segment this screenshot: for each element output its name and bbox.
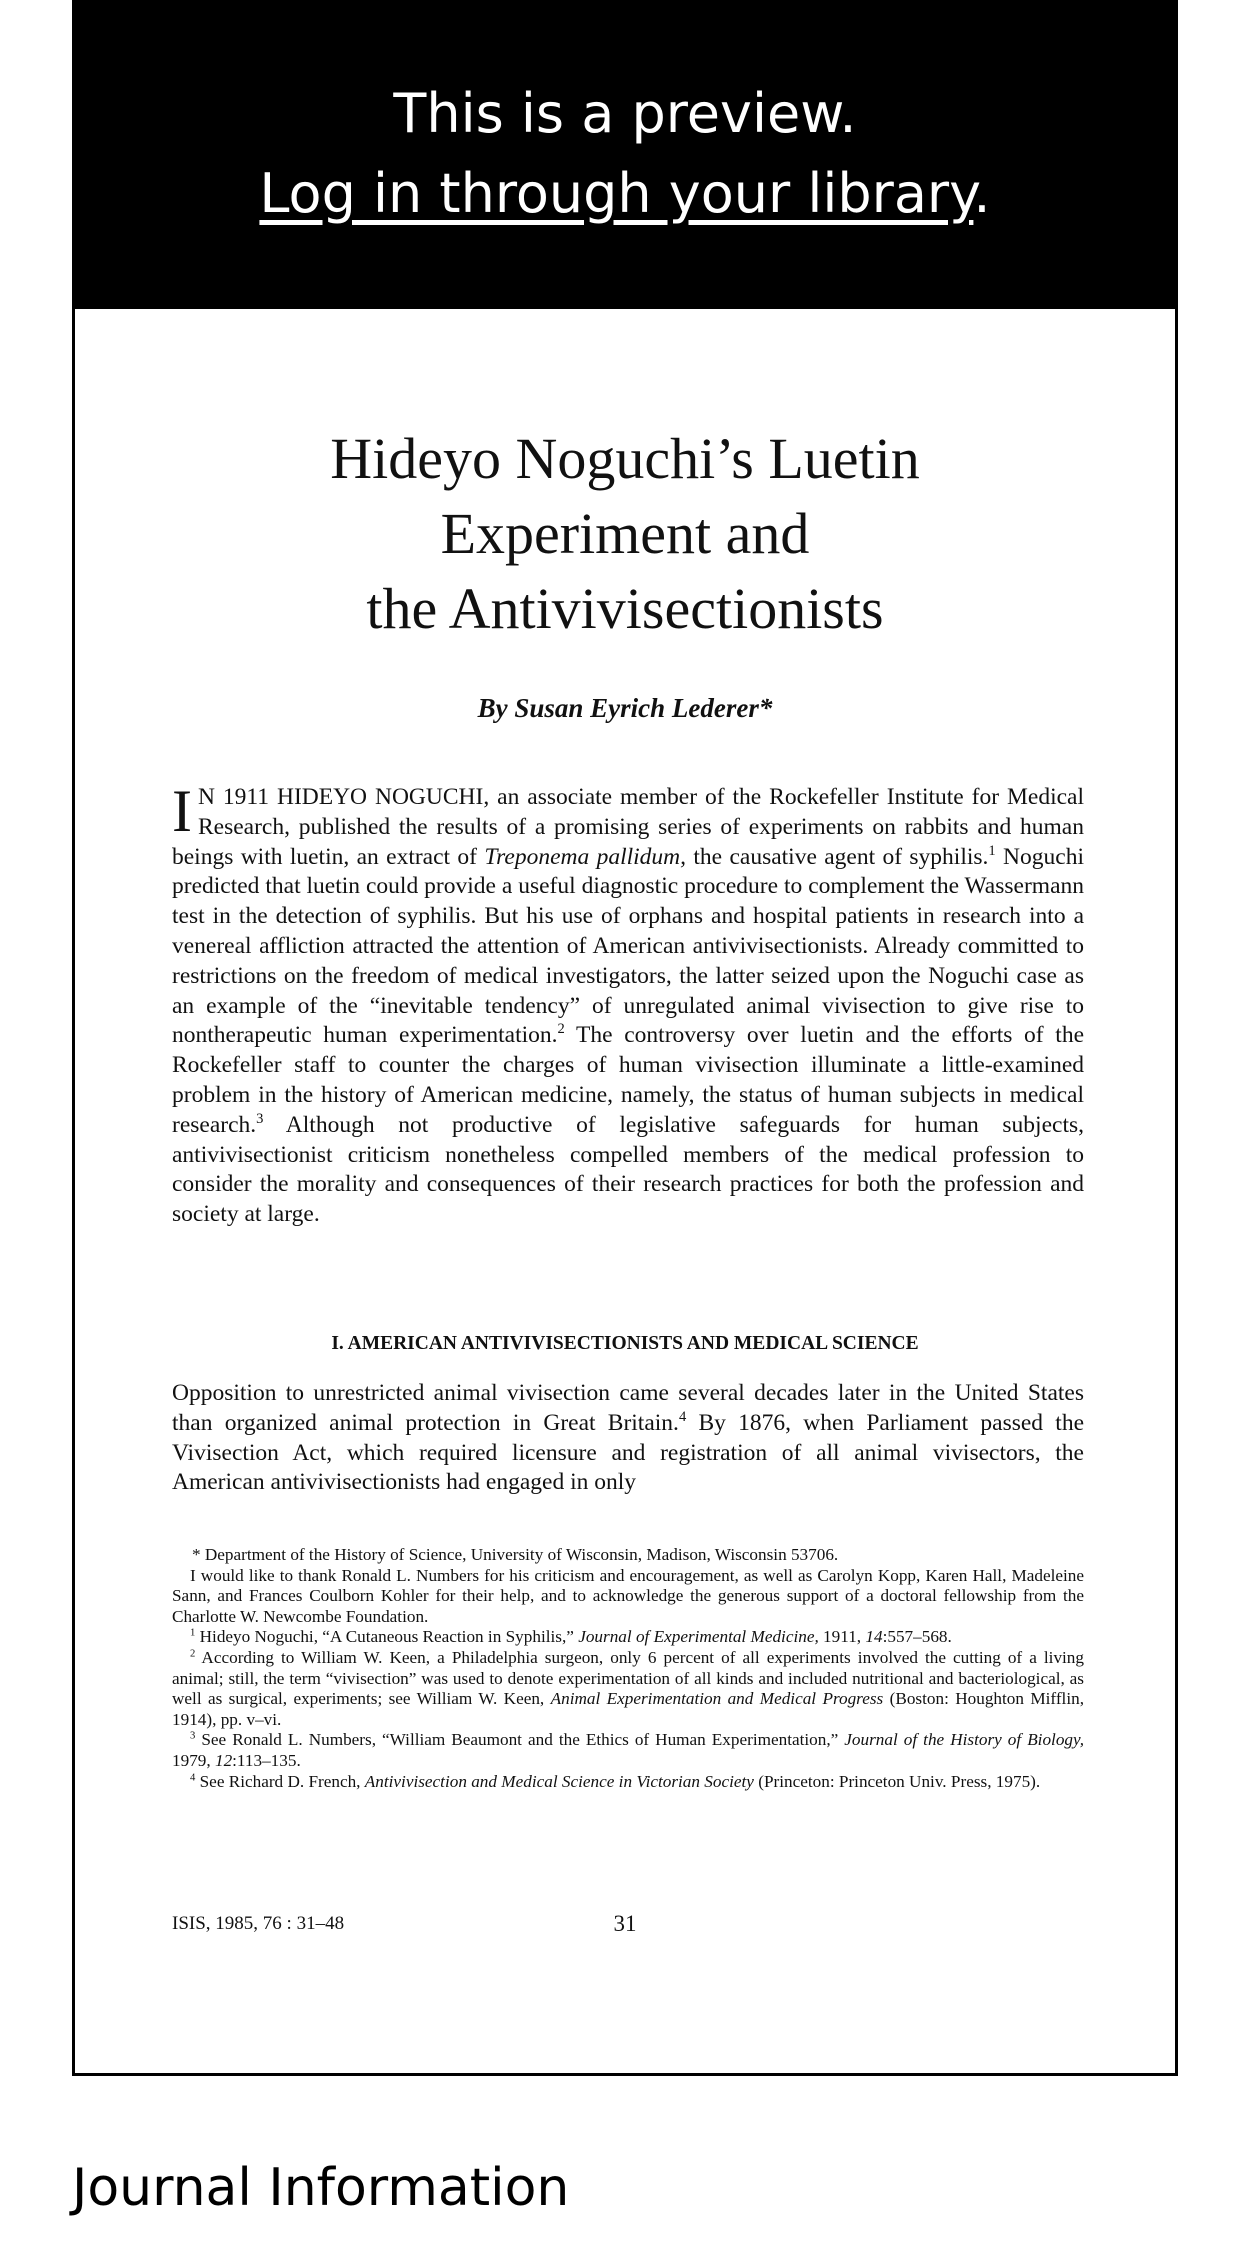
section-text-a: Opposition to unrestricted animal vivisection came several decades later in the United States than organized animal protection in Great Britain. [172,1380,1084,1436]
section-heading: I. AMERICAN ANTIVIVISECTIONISTS AND MEDICAL SCIENCE [331,1333,919,1354]
footnote-acknowledgment: I would like to thank Ronald L. Numbers for his criticism and encouragement, as well as Carolyn Kopp, Karen Hall, Madeleine Sann, and Frances Coulborn Kohler for their help, and to acknowledge the generous support of a doctoral fellowship from the Charlotte W. Newcombe Foundation. [172,1565,1084,1626]
intro-species-name: Treponema pallidum, [484,843,687,870]
article-byline: By Susan Eyrich Lederer* [477,693,773,723]
footnote-3-number: 3 [190,1730,196,1742]
footnotes [172,1545,1084,1792]
intro-text-d: The controversy over luetin and the efforts of the Rockefeller staff to counter the charges of human vivisection illuminate a little-examined problem in the history of American medicine, namely, the status of human subjects in medical research. [172,1022,1084,1138]
footnote-1-year: 1911, [818,1627,866,1647]
intro-text-c: Noguchi predicted that luetin could provide a useful diagnostic procedure to complement the Wassermann test in the detection of syphilis. But his use of orphans and hospital patients in research into a venereal affliction attracted the attention of American antivivisectionists. Already committed to restrictions on the freedom of medical investigators, the latter seized upon the Noguchi case as an example of the “inevitable tendency” of unregulated animal vivisection to give rise to nontherapeutic human experimentation. [172,843,1084,1049]
article-preview-page [72,0,1178,2076]
footnote-4-number: 4 [190,1771,196,1783]
login-prompt [75,159,1175,229]
intro-text-e: Although not productive of legislative safeguards for human subjects, antivivisectionist criticism nonetheless compelled members of the medical profession to consider the morality and consequences of their research practices for both the profession and society at large. [172,1111,1084,1228]
footnote-1-volume: 14 [865,1627,883,1647]
preview-notice: This is a preview. [393,82,857,145]
page-number: 31 [613,1911,637,1936]
article-title [75,421,1175,646]
footnote-3-journal: Journal of the History of Biology, [844,1730,1084,1750]
footnote-1-text: Hideyo Noguchi, “A Cutaneous Reaction in Syphilis,” [195,1627,579,1647]
journal-citation: ISIS, 1985, 76 : 31–48 [172,1913,345,1934]
footnote-ref-1: 1 [988,842,996,859]
preview-banner [75,3,1175,309]
drop-cap: I [172,778,192,844]
article-first-page [75,309,1175,2073]
footnote-3-pages: :113–135. [232,1750,301,1770]
footnote-4-book: Antivivisection and Medical Science in Victorian Society [364,1771,754,1791]
footnote-2-publisher: (Boston: Houghton Mifflin, 1914), pp. v–vi. [172,1689,1084,1729]
intro-paragraph [172,778,1084,1230]
journal-information-heading[interactable]: Journal Information [72,2158,570,2218]
footnote-2 [172,1648,1084,1730]
title-line-3: the Antivivisectionists [366,576,884,641]
footnote-3 [172,1730,1084,1771]
login-through-library-link[interactable]: Log in through your library [259,162,974,225]
footnote-4-publisher: (Princeton: Princeton Univ. Press, 1975). [753,1771,1041,1791]
footnote-4-text: See Richard D. French, [195,1771,365,1791]
footnote-1-journal: Journal of Experimental Medicine, [578,1627,819,1647]
footnote-2-number: 2 [190,1648,196,1660]
footnote-ref-4: 4 [678,1408,687,1425]
section-text-b: By 1876, when Parliament passed the Vivisection Act, which required licensure and registration of all animal vivisectors, the American antivivisectionists had engaged in only [172,1409,1084,1496]
footnote-ref-3: 3 [256,1110,264,1127]
footnote-2-text: According to William W. Keen, a Philadelphia surgeon, only 6 percent of all experiments involved the cutting of a living animal; still, the term “vivisection” was used to denote experimentation of all kinds and included nutritional and bacteriological, as well as surgical, experiments; see William W. Keen, [172,1647,1084,1709]
login-period: . [973,162,991,225]
footnote-1 [172,1627,1084,1648]
footnote-4 [172,1772,1084,1793]
intro-text-b: the causative agent of syphilis. [686,843,989,870]
footnote-1-number: 1 [190,1627,196,1639]
footnote-3-text: See Ronald L. Numbers, “William Beaumont and the Ethics of Human Experimentation,” [195,1730,845,1750]
footnote-affiliation: * Department of the History of Science, University of Wisconsin, Madison, Wisconsin 53706. [192,1545,839,1564]
footnote-1-pages: :557–568. [882,1627,952,1647]
section-paragraph [172,1379,1084,1498]
title-line-2: Experiment and [440,501,810,566]
footnote-ref-2: 2 [557,1021,565,1038]
title-line-1: Hideyo Noguchi’s Luetin [330,426,920,491]
intro-text-a: N 1911 HIDEYO NOGUCHI, an associate member of the Rockefeller Institute for Medical Research, published the results of a promising series of experiments on rabbits and human beings with luetin, an extract of [172,784,1084,870]
footnote-2-book: Animal Experimentation and Medical Progress [550,1689,884,1709]
footnote-3-year: 1979, [172,1750,215,1770]
footnote-3-volume: 12 [214,1750,233,1770]
